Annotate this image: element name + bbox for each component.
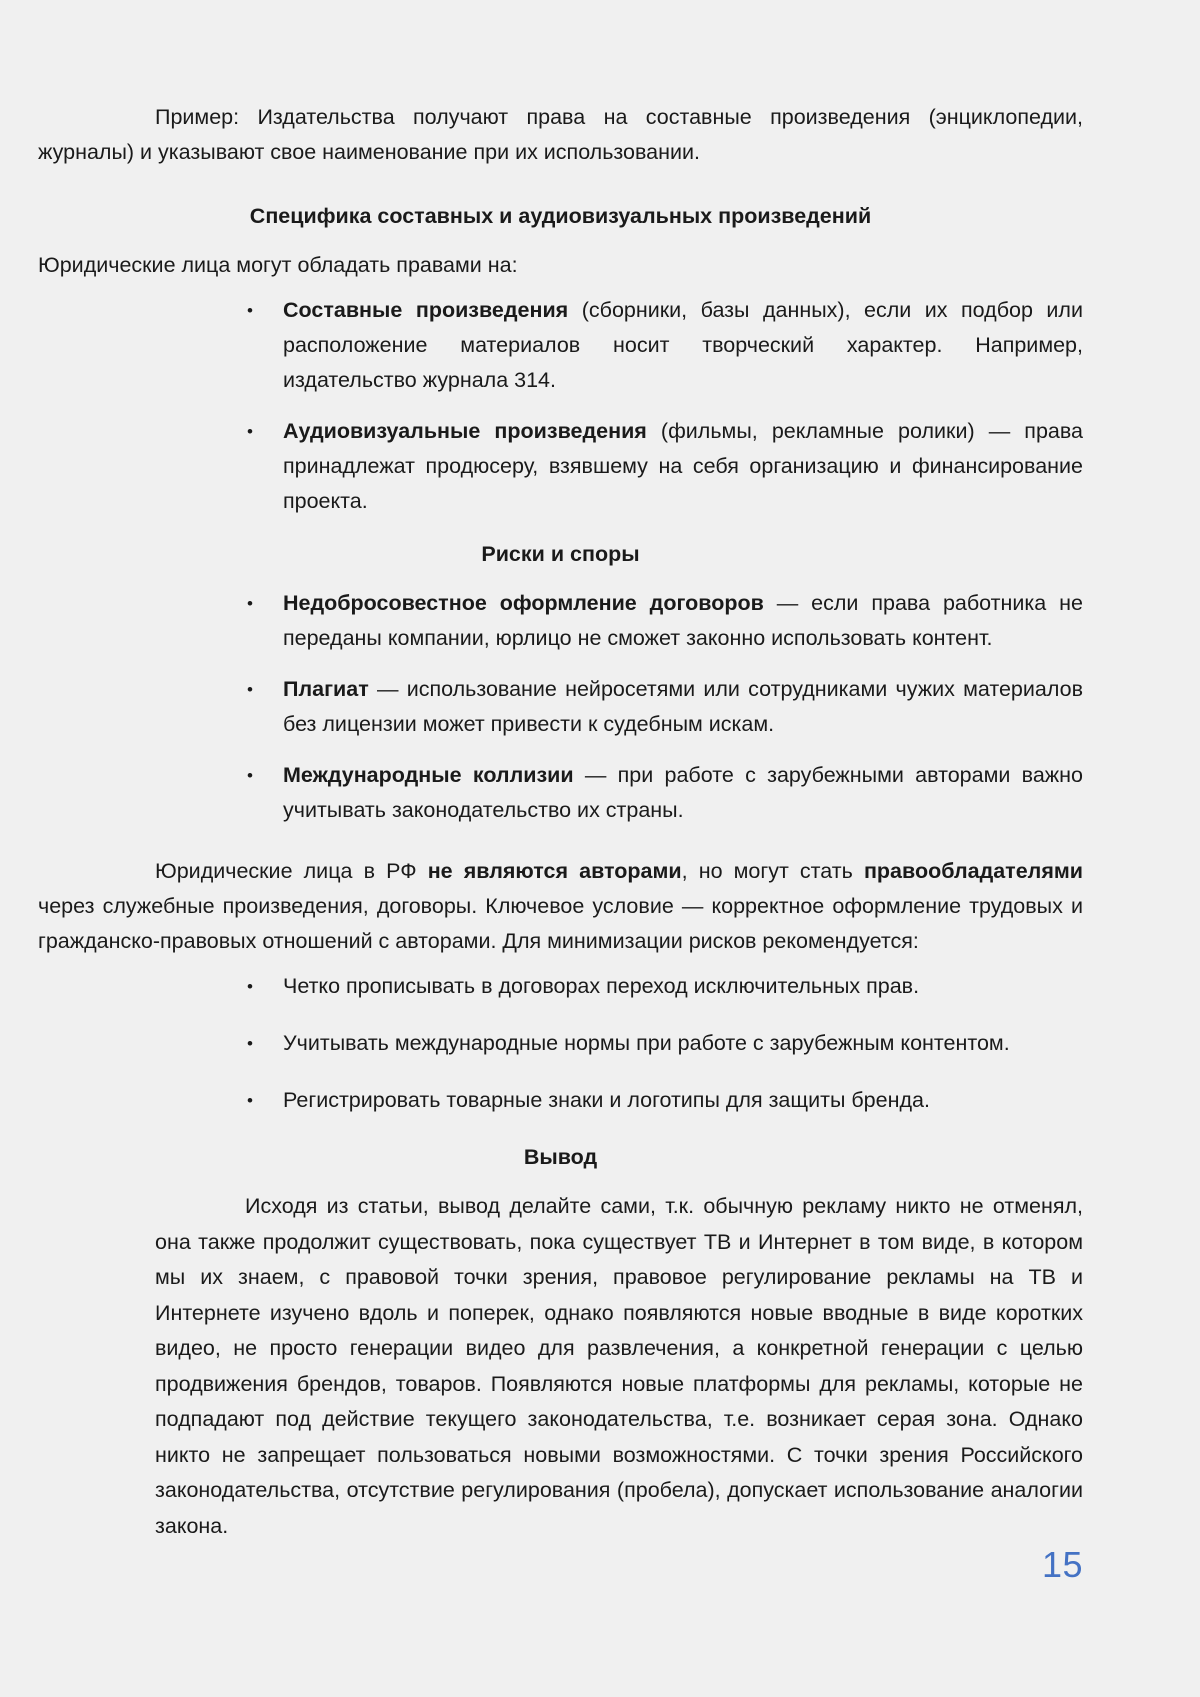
heading-specifics: Специфика составных и аудиовизуальных произведений — [249, 204, 872, 228]
spacer — [38, 179, 1083, 185]
list-item-text: Регистрировать товарные знаки и логотипы для защиты бренда. — [283, 1088, 930, 1112]
bullet-icon: • — [247, 977, 253, 996]
paragraph-example: Пример: Издательства получают права на составные произведения (энциклопедии, журналы) и указывают свое наименование при их использовании. — [38, 105, 1083, 164]
list-item-rest: (фильмы, рекламные ролики) — права принадлежат продюсеру, взявшему на себя организацию и финансирование проекта. — [283, 419, 1084, 513]
list-item-lead: Международные коллизии — [283, 763, 574, 787]
heading-risks: Риски и споры — [481, 542, 640, 566]
paragraph-intro-rights: Юридические лица могут обладать правами на: — [38, 253, 518, 277]
bullet-icon: • — [247, 301, 253, 320]
summary-part-2: , но могут стать — [681, 859, 864, 883]
summary-bold-1: не являются авторами — [427, 859, 682, 883]
list-item-text — [283, 672, 1083, 742]
spacer — [38, 838, 1083, 854]
list-rights — [38, 293, 1083, 519]
list-item — [38, 758, 1083, 828]
list-item-lead: Плагиат — [283, 677, 369, 701]
list-item-rest: (сборники, базы данных), если их подбор или расположение материалов носит творческий характер. Например, издательство журнала 314. — [283, 298, 1083, 392]
list-item-text: Учитывать международные нормы при работе с зарубежным контентом. — [283, 1031, 1010, 1055]
list-item — [38, 293, 1083, 398]
paragraph-summary — [38, 854, 1083, 959]
list-item — [38, 586, 1083, 656]
bullet-icon: • — [247, 594, 253, 613]
list-item — [38, 969, 1083, 1004]
list-item-text — [283, 586, 1083, 656]
list-item-text — [283, 414, 1083, 519]
heading-conclusion: Вывод — [523, 1145, 598, 1169]
list-risks — [38, 586, 1083, 828]
list-item-text — [283, 293, 1083, 398]
list-item-rest: — использование нейросетями или сотрудниками чужих материалов без лицензии может привести к судебным искам. — [283, 677, 1083, 736]
bullet-icon: • — [247, 1091, 253, 1110]
list-item-lead: Составные произведения — [283, 298, 569, 322]
summary-bold-2: правообладателями — [863, 859, 1083, 883]
bullet-icon: • — [247, 422, 253, 441]
paragraph-conclusion: Исходя из статьи, вывод делайте сами, т.к. обычную рекламу никто не отменял, она также продолжит существовать, пока существует ТВ и Интернет в том виде, в котором мы их знаем, с правовой точки зрения, правовое регулирование рекламы на ТВ и Интернете изучено вдоль и поперек, однако появляются новые вводные в виде коротких видео, не просто генерации видео для развлечения, а конкретной генерации с целью продвижения брендов, товаров. Появляются новые платформы для рекламы, которые не подпадают под действие текущего законодательства, т.е. возникает серая зона. Однако никто не запрещает пользоваться новыми возможностями. С точки зрения Российского законодательства, отсутствие регулирования (пробела), допускает использование аналогии закона. — [155, 1194, 1083, 1538]
list-item — [38, 1083, 1083, 1118]
list-item-text: Четко прописывать в договорах переход исключительных прав. — [283, 974, 920, 998]
summary-part-3: через служебные произведения, договоры. Ключевое условие — корректное оформление трудовых и гражданско-правовых отношений с авторами. Для минимизации рисков рекомендуется: — [38, 894, 1083, 953]
page-number: 15 — [1041, 1544, 1083, 1585]
list-item-rest: — если права работника не переданы компании, юрлицо не сможет законно использовать контент. — [283, 591, 1083, 650]
list-item-rest: — при работе с зарубежными авторами важно учитывать законодательство их страны. — [283, 763, 1083, 822]
list-recommendations — [38, 969, 1083, 1118]
list-item — [38, 1026, 1083, 1061]
list-item-lead: Аудиовизуальные произведения — [283, 419, 647, 443]
list-item — [38, 672, 1083, 742]
list-item — [38, 414, 1083, 519]
bullet-icon: • — [247, 766, 253, 785]
list-item-lead: Недобросовестное оформление договоров — [283, 591, 764, 615]
bullet-icon: • — [247, 1034, 253, 1053]
summary-part-1: Юридические лица в РФ — [155, 859, 428, 883]
list-item-text — [283, 758, 1083, 828]
bullet-icon: • — [247, 680, 253, 699]
